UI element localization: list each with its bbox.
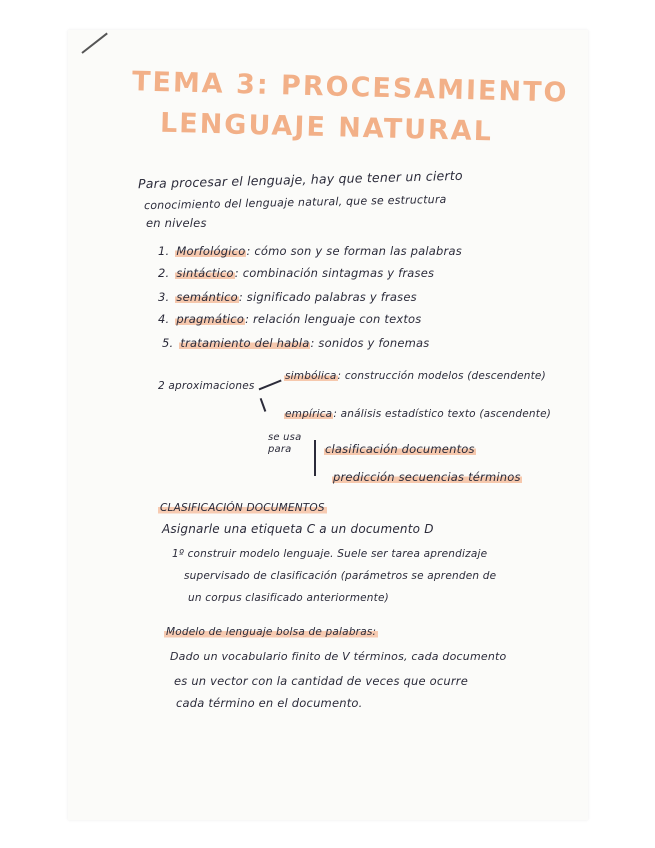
level-item: 4. pragmático: relación lenguaje con textos [158, 312, 422, 326]
bag-of-words-line: Dado un vocabulario finito de V términos, cada documento [170, 650, 507, 663]
title-line-2: LENGUAJE NATURAL [159, 107, 494, 148]
level-item: 1. Morfológico: cómo son y se forman las palabras [158, 244, 462, 258]
bag-of-words-line: cada término en el documento. [176, 696, 363, 710]
classification-line: supervisado de clasificación (parámetros se aprenden de [184, 570, 497, 582]
approach-empirical: empírica: análisis estadístico texto (ascendente) [285, 408, 552, 420]
intro-line-1: Para procesar el lenguaje, hay que tener un cierto [137, 167, 463, 192]
use-item: clasificación documentos [325, 442, 475, 456]
level-item: 5. tratamiento del habla: sonidos y fonemas [162, 336, 430, 350]
intro-line-3: en niveles [146, 216, 207, 230]
intro-line-2: conocimiento del lenguaje natural, que se estructura [143, 192, 447, 213]
classification-line: 1º construir modelo lenguaje. Suele ser tarea aprendizaje [172, 548, 488, 560]
bag-of-words-line: es un vector con la cantidad de veces que ocurre [174, 674, 469, 688]
classification-line: Asignarle una etiqueta C a un documento D [162, 522, 434, 536]
use-item: predicción secuencias términos [333, 470, 521, 484]
classification-heading: CLASIFICACIÓN DOCUMENTOS [160, 502, 325, 514]
level-item: 3. semántico: significado palabras y frases [158, 290, 417, 304]
brace-stroke [314, 440, 316, 476]
bag-of-words-heading: Modelo de lenguaje bolsa de palabras: [166, 626, 377, 638]
used-for-label: se usa para [268, 432, 302, 455]
title-line-1: TEMA 3: PROCESAMIENTO [131, 66, 569, 109]
level-item: 2. sintáctico: combinación sintagmas y frases [158, 266, 435, 280]
approach-symbolic: simbólica: construcción modelos (descendente) [285, 370, 546, 382]
approaches-label: 2 aproximaciones [158, 380, 255, 392]
classification-line: un corpus clasificado anteriormente) [188, 592, 389, 604]
